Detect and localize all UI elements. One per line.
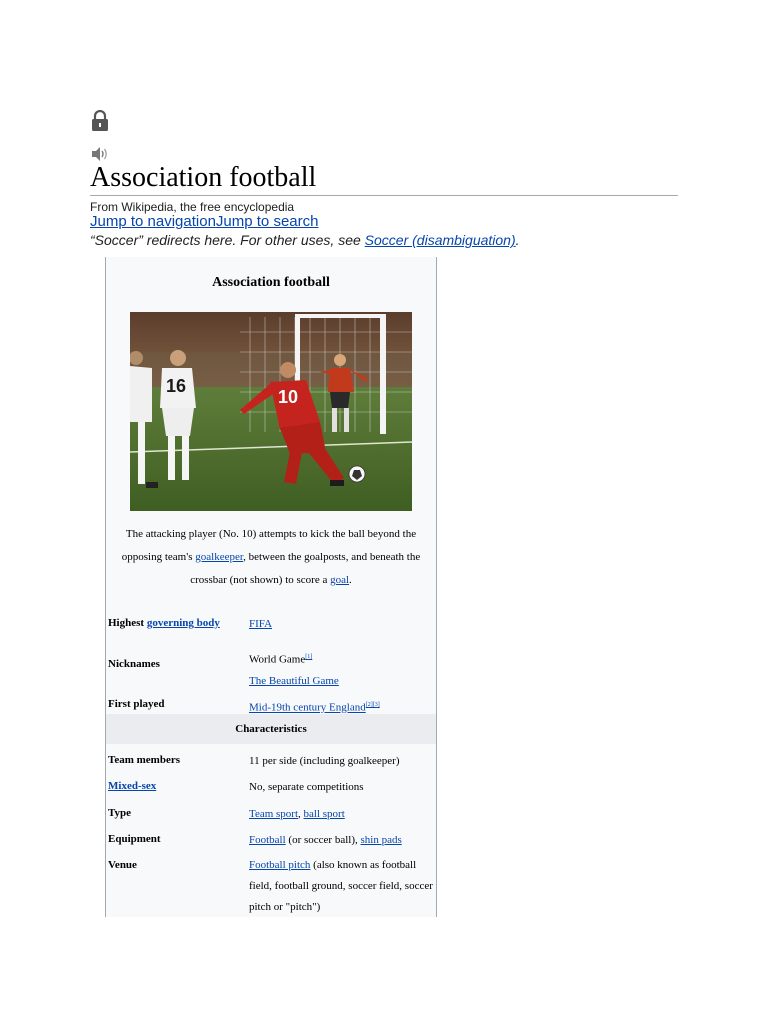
team-sport-link[interactable]: Team sport (249, 808, 299, 820)
infobox-image[interactable] (130, 312, 412, 511)
infobox-title: Association football (212, 275, 330, 290)
goal-link[interactable]: goal (330, 574, 350, 586)
row-value-first-played (249, 698, 434, 715)
lock-icon (91, 110, 109, 132)
goalkeeper-link[interactable]: goalkeeper (195, 551, 244, 563)
mid-19th-century-link[interactable]: Mid-19th century England (249, 701, 366, 714)
row-label-venue: Venue (108, 859, 137, 871)
ref-2-3-link[interactable]: [2][3] (365, 702, 380, 708)
page-title: Association football (90, 162, 317, 193)
row-value-mixed-sex: No, separate competitions (249, 781, 364, 793)
row-value-governing-body (249, 617, 434, 631)
hatnote (90, 232, 520, 248)
row-label-nicknames: Nicknames (108, 658, 160, 670)
jump-links (90, 213, 318, 230)
football-pitch-link[interactable]: Football pitch (249, 859, 311, 871)
row-value-nicknames (249, 647, 434, 692)
player-number-16: 16 (166, 376, 187, 396)
site-tagline: From Wikipedia, the free encyclopedia (90, 200, 295, 214)
player-number-10: 10 (278, 387, 299, 407)
row-label-governing-body (108, 617, 220, 629)
row-value-equipment (249, 833, 434, 847)
caption-text-3: . (349, 574, 352, 586)
jump-to-navigation-link[interactable]: Jump to navigation (90, 213, 216, 230)
row-value-team-members: 11 per side (including goalkeeper) (249, 755, 400, 767)
beautiful-game-link[interactable]: The Beautiful Game (249, 674, 339, 687)
equipment-middle-text: (or soccer ball), (285, 834, 361, 846)
title-divider (90, 195, 678, 196)
ball-sport-link[interactable]: ball sport (303, 808, 345, 820)
row-label-team-members: Team members (108, 754, 180, 766)
row-label-equipment: Equipment (108, 833, 161, 845)
ref-1-link[interactable]: [1] (305, 654, 313, 660)
shin-pads-link[interactable]: shin pads (360, 834, 402, 846)
caption-text-1: The attacking player (No. 10) attempts to kick the ball beyond the opposing team's (121, 528, 417, 563)
row-label-first-played: First played (108, 698, 165, 710)
jump-to-search-link[interactable]: Jump to search (215, 213, 319, 230)
governing-body-link[interactable]: governing body (146, 617, 220, 629)
row-value-venue (249, 855, 434, 917)
row-value-type (249, 807, 434, 821)
football-link[interactable]: Football (249, 834, 286, 846)
infobox-caption (114, 523, 428, 592)
row-label-type: Type (108, 807, 132, 819)
hatnote-text: “Soccer” redirects here. For other uses, see (90, 232, 365, 248)
venue-description: (also known as football field, football ground, soccer field, soccer pitch or "pitch") (249, 859, 433, 913)
section-header-characteristics: Characteristics (106, 714, 436, 744)
infobox (105, 257, 437, 917)
nickname-world-game: World Game (249, 653, 306, 666)
fifa-link[interactable]: FIFA (249, 618, 273, 630)
caption-text-2: , between the goalposts, and beneath the crossbar (not shown) to score a (190, 551, 421, 586)
mixed-sex-link[interactable]: Mixed-sex (108, 780, 157, 792)
hatnote-end: . (515, 232, 520, 248)
type-separator: , (298, 808, 304, 820)
soccer-disambiguation-link[interactable]: Soccer (disambiguation) (364, 232, 516, 248)
label-text: Highest (108, 617, 147, 629)
